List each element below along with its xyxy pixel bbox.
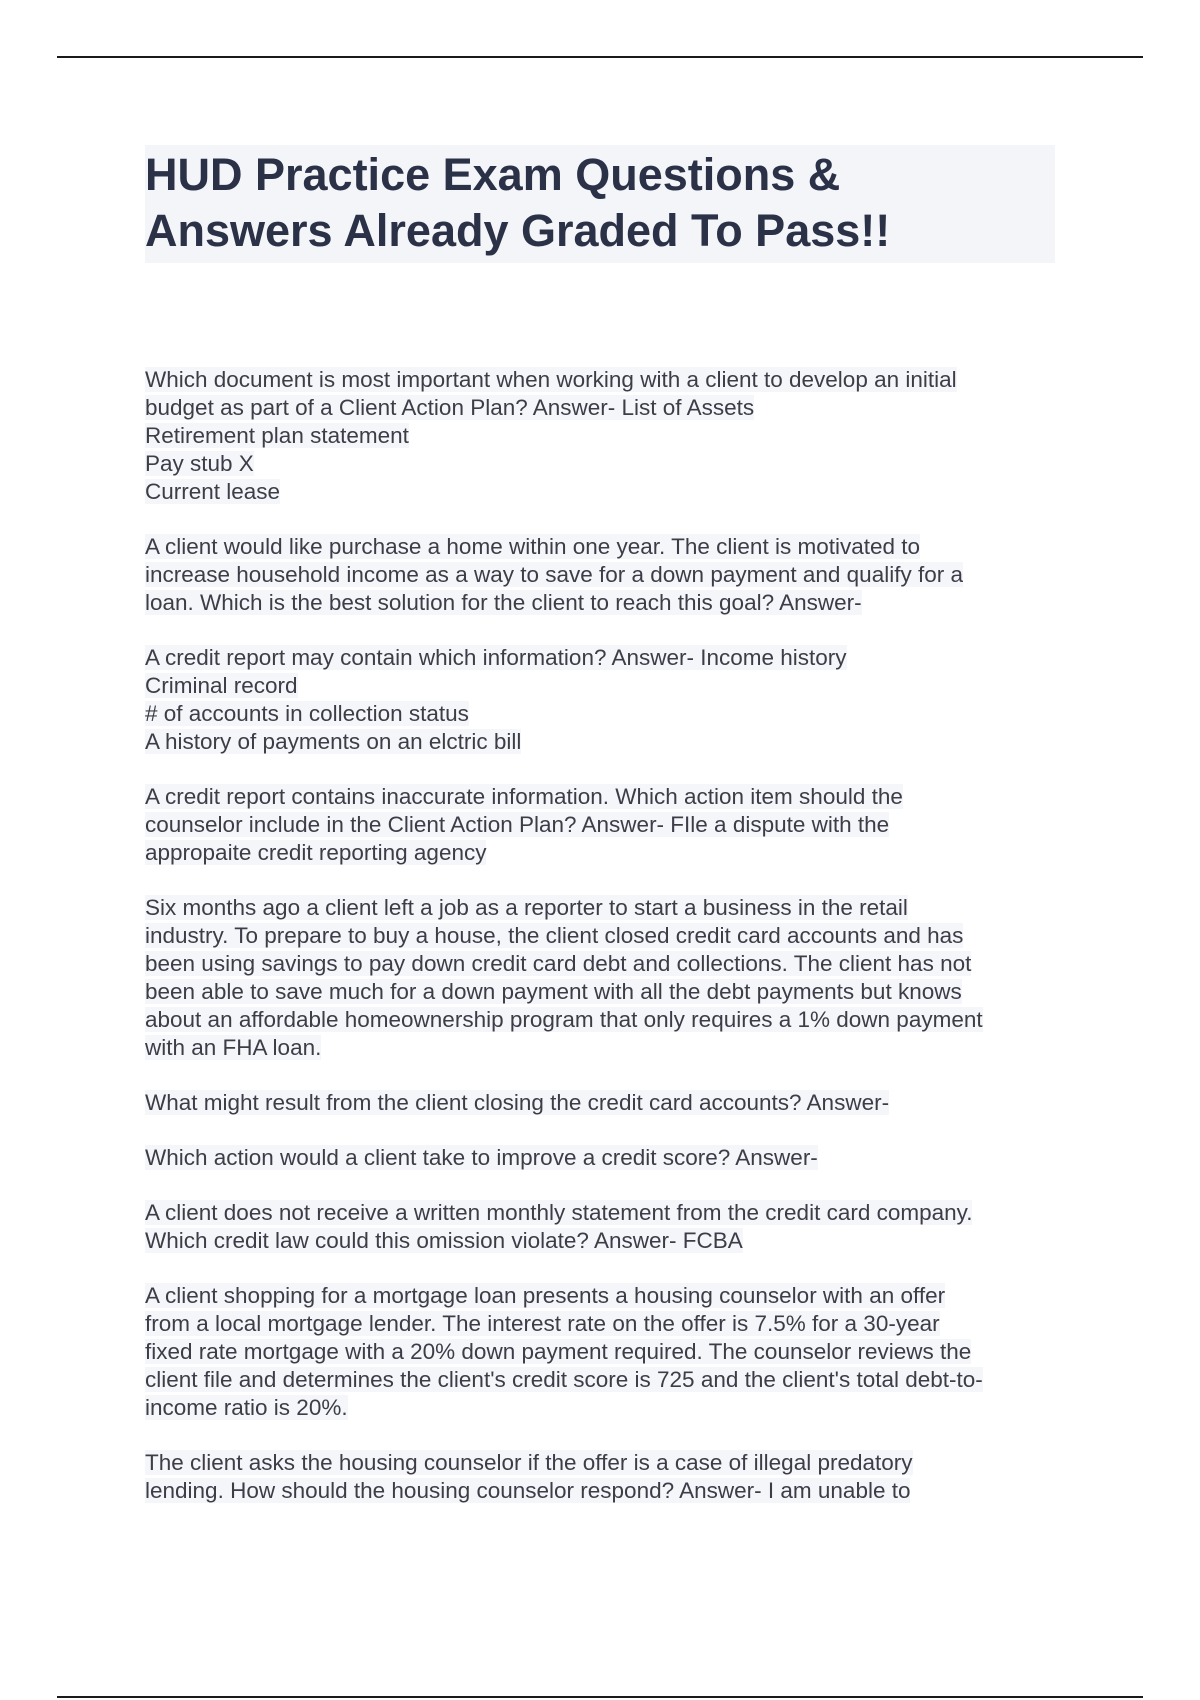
text-line: The client asks the housing counselor if the offer is a case of illegal predatory bbox=[145, 1450, 913, 1475]
text-line: client file and determines the client's credit score is 725 and the client's total debt-to- bbox=[145, 1367, 983, 1392]
text-line: fixed rate mortgage with a 20% down payment required. The counselor reviews the bbox=[145, 1339, 972, 1364]
text-line: counselor include in the Client Action Plan? Answer- FIle a dispute with the bbox=[145, 812, 890, 837]
question-paragraph bbox=[145, 1199, 1075, 1255]
page-title-line: HUD Practice Exam Questions & bbox=[145, 149, 841, 200]
text-line: Retirement plan statement bbox=[145, 423, 409, 448]
question-paragraph bbox=[145, 1282, 1075, 1422]
document-body bbox=[145, 366, 1075, 1532]
text-line: increase household income as a way to save for a down payment and qualify for a bbox=[145, 562, 963, 587]
text-line: been able to save much for a down payment with all the debt payments but knows bbox=[145, 979, 962, 1004]
text-line: Which credit law could this omission violate? Answer- FCBA bbox=[145, 1228, 743, 1253]
text-line: A credit report may contain which information? Answer- Income history bbox=[145, 645, 847, 670]
text-line: been using savings to pay down credit card debt and collections. The client has not bbox=[145, 951, 972, 976]
text-line: Six months ago a client left a job as a reporter to start a business in the retail bbox=[145, 895, 908, 920]
page-title bbox=[145, 145, 1055, 263]
text-line: appropaite credit reporting agency bbox=[145, 840, 487, 865]
question-paragraph bbox=[145, 1089, 1075, 1117]
page-title-line: Answers Already Graded To Pass!! bbox=[145, 205, 891, 256]
text-line: with an FHA loan. bbox=[145, 1035, 322, 1060]
text-line: from a local mortgage lender. The interest rate on the offer is 7.5% for a 30-year bbox=[145, 1311, 940, 1336]
text-line: Criminal record bbox=[145, 673, 298, 698]
text-line: Which document is most important when working with a client to develop an initial bbox=[145, 367, 957, 392]
text-line: A client does not receive a written monthly statement from the credit card company. bbox=[145, 1200, 973, 1225]
text-line: Current lease bbox=[145, 479, 281, 504]
text-line: about an affordable homeownership program that only requires a 1% down payment bbox=[145, 1007, 983, 1032]
question-paragraph bbox=[145, 533, 1075, 617]
text-line: income ratio is 20%. bbox=[145, 1395, 348, 1420]
text-line: A client shopping for a mortgage loan presents a housing counselor with an offer bbox=[145, 1283, 946, 1308]
text-line: A history of payments on an elctric bill bbox=[145, 729, 522, 754]
text-line: What might result from the client closing the credit card accounts? Answer- bbox=[145, 1090, 890, 1115]
text-line: industry. To prepare to buy a house, the client closed credit card accounts and has bbox=[145, 923, 964, 948]
top-divider bbox=[57, 56, 1143, 58]
bottom-divider bbox=[57, 1696, 1143, 1698]
question-paragraph bbox=[145, 783, 1075, 867]
question-paragraph bbox=[145, 366, 1075, 506]
question-paragraph bbox=[145, 894, 1075, 1062]
text-line: A credit report contains inaccurate information. Which action item should the bbox=[145, 784, 903, 809]
text-line: loan. Which is the best solution for the client to reach this goal? Answer- bbox=[145, 590, 862, 615]
question-paragraph bbox=[145, 1449, 1075, 1505]
text-line: budget as part of a Client Action Plan? Answer- List of Assets bbox=[145, 395, 755, 420]
text-line: Which action would a client take to improve a credit score? Answer- bbox=[145, 1145, 818, 1170]
text-line: lending. How should the housing counselor respond? Answer- I am unable to bbox=[145, 1478, 911, 1503]
text-line: # of accounts in collection status bbox=[145, 701, 469, 726]
text-line: Pay stub X bbox=[145, 451, 254, 476]
question-paragraph bbox=[145, 1144, 1075, 1172]
question-paragraph bbox=[145, 644, 1075, 756]
text-line: A client would like purchase a home within one year. The client is motivated to bbox=[145, 534, 921, 559]
